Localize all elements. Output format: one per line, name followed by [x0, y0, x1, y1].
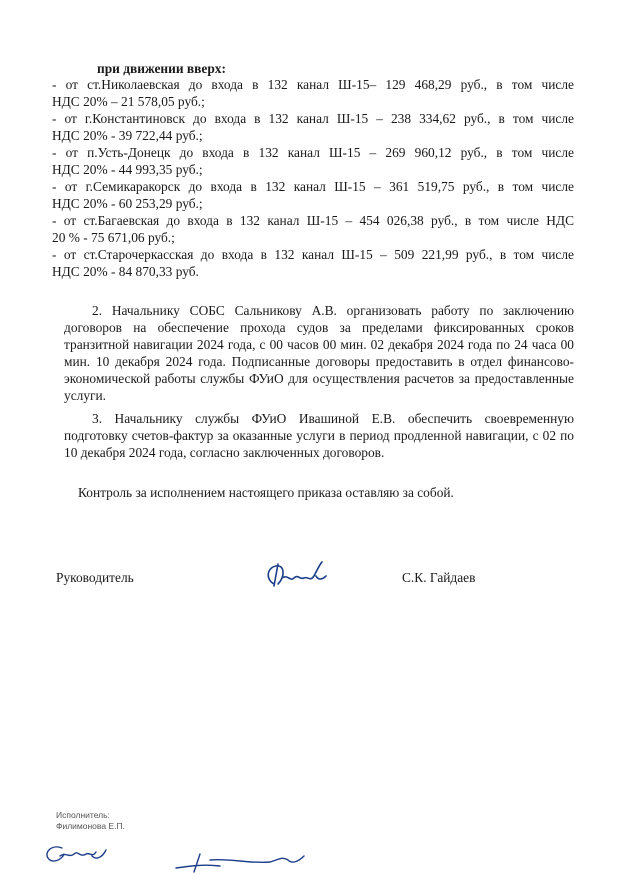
order-clauses — [64, 302, 574, 467]
tariff-route: - от г.Семикаракорск до входа в 132 канал Ш-15 – 361 519,75 руб., в том числе — [52, 179, 574, 194]
tariff-vat: НДС 20% - 39 722,44 руб.; — [52, 128, 203, 143]
tariff-route: - от ст.Старочеркасская до входа в 132 канал Ш-15 – 509 221,99 руб., в том числе — [52, 247, 574, 262]
tariff-vat: НДС 20% - 44 993,35 руб.; — [52, 162, 203, 177]
executor-signature — [40, 838, 124, 872]
executor-name: Филимонова Е.П. — [56, 821, 125, 831]
tariff-route: - от п.Усть-Донецк до входа в 132 канал Ш-15 – 269 960,12 руб., в том числе — [52, 145, 574, 160]
signatory-name: С.К. Гайдаев — [402, 570, 476, 585]
handwritten-signature — [260, 558, 340, 596]
tariff-vat: НДС 20% - 84 870,33 руб. — [52, 264, 199, 279]
tariff-vat: 20 % - 75 671,06 руб.; — [52, 230, 175, 245]
tariff-item — [52, 76, 574, 110]
executor-label: Исполнитель: — [56, 810, 110, 820]
tariff-vat: НДС 20% – 21 578,05 руб.; — [52, 94, 205, 109]
approval-signature — [170, 846, 320, 880]
clause-2: 2. Начальнику СОБС Сальникову А.В. организовать работу по заключению договоров на обеспечение прохода судов за пределами фиксированных сроков транзитной навигации 2024 года, с 00 часов 00 мин. 02 декабря 2024 года по 24 часа 00 мин. 10 декабря 2024 года. Подписанные договоры предоставить в отдел финансово-экономической работы службы ФУиО для осуществления расчетов за предоставленные услуги. — [64, 303, 574, 403]
section-heading: при движении вверх: — [97, 61, 226, 76]
tariff-route: - от ст.Багаевская до входа в 132 канал Ш-15 – 454 026,38 руб., в том числе НДС — [52, 213, 574, 228]
tariff-item — [52, 246, 574, 280]
tariff-item — [52, 144, 574, 178]
tariff-route: - от ст.Николаевская до входа в 132 канал Ш-15– 129 468,29 руб., в том числе — [52, 77, 574, 92]
tariff-list — [52, 76, 574, 280]
tariff-route: - от г.Константиновск до входа в 132 канал Ш-15 – 238 334,62 руб., в том числе — [52, 111, 574, 126]
executor-block — [56, 810, 125, 832]
clause-3: 3. Начальнику службы ФУиО Ивашиной Е.В. обеспечить своевременную подготовку счетов-фактур за оказанные услуги в период продленной навигации, с 02 по 10 декабря 2024 года, согласно заключенных договоров. — [64, 411, 574, 460]
signatory-role: Руководитель — [56, 570, 134, 585]
tariff-vat: НДС 20% - 60 253,29 руб.; — [52, 196, 203, 211]
tariff-item — [52, 178, 574, 212]
tariff-item — [52, 212, 574, 246]
control-statement: Контроль за исполнением настоящего приказа оставляю за собой. — [78, 485, 454, 500]
tariff-item — [52, 110, 574, 144]
